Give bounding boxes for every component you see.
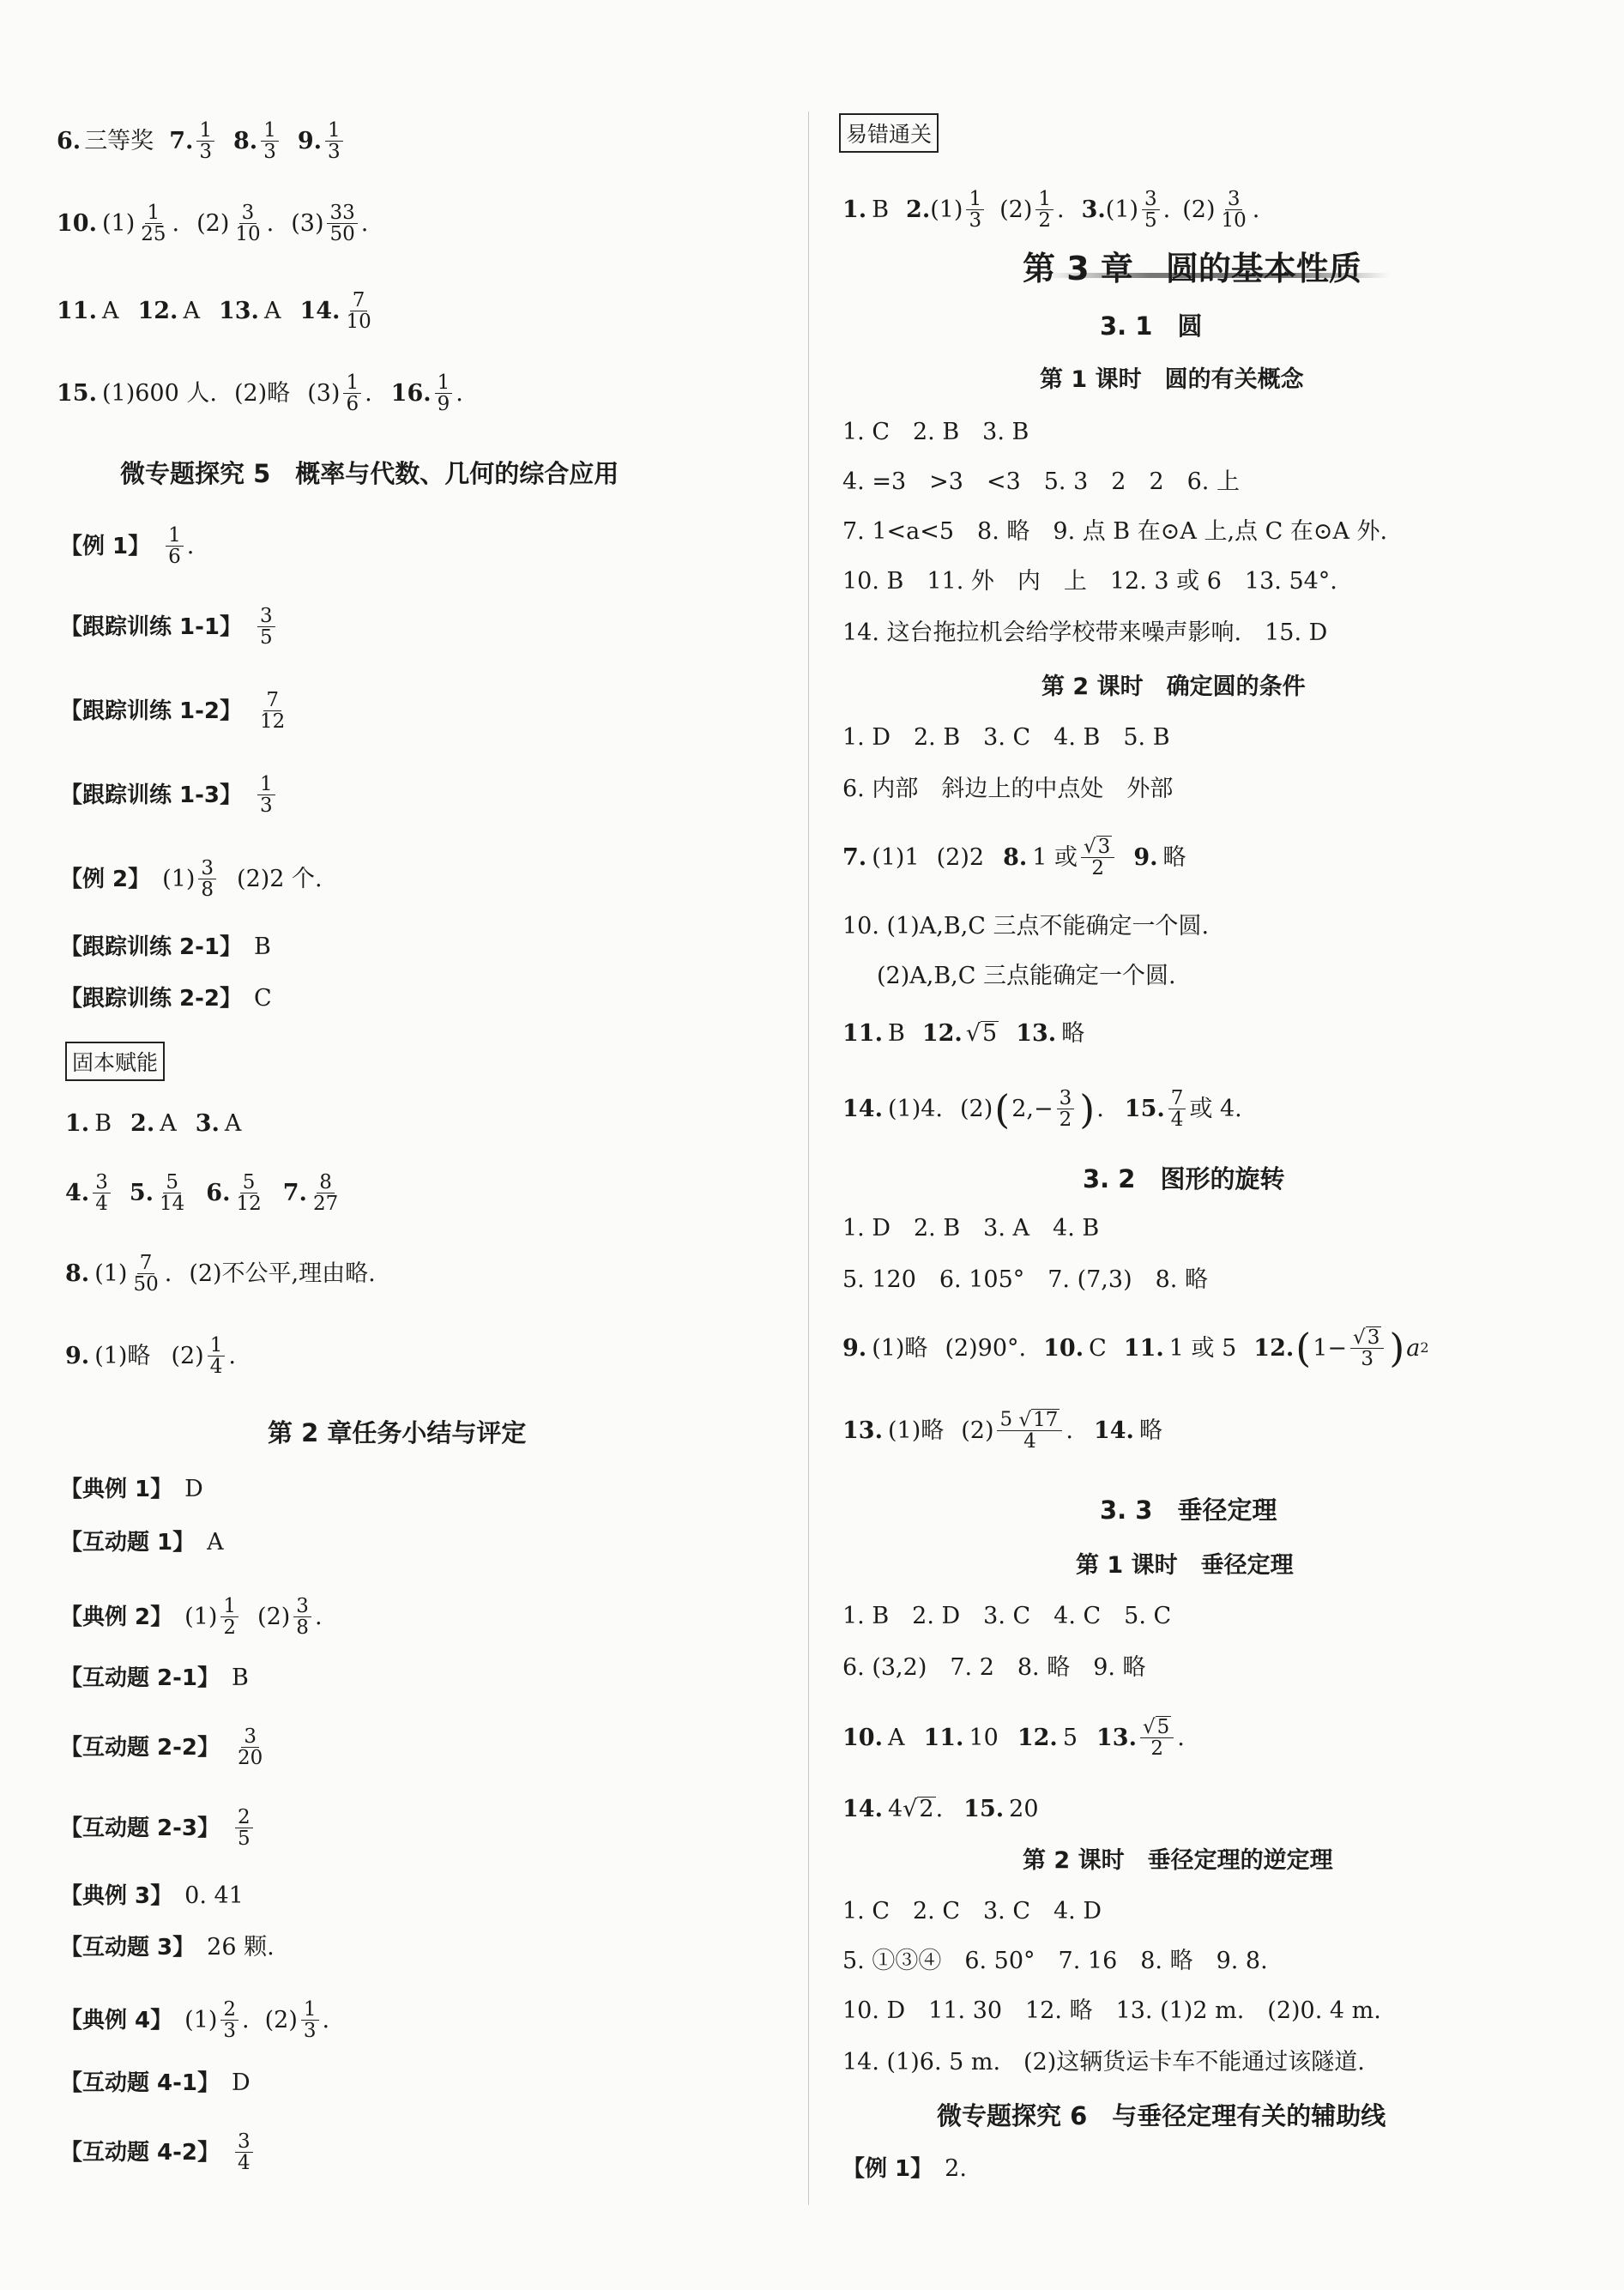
- answer-line: 1. C 2. C 3. C 4. D: [842, 1898, 1102, 1924]
- chapter-title: 第 3 章 圆的基本性质: [1023, 250, 1361, 287]
- answer-line: [842, 836, 1186, 879]
- q-number: 13.: [1016, 1019, 1057, 1047]
- exercise-label: 【跟踪训练 1-2】: [60, 698, 243, 724]
- part-label: (2): [196, 210, 230, 238]
- answer-line: 8. (1) $\frac{7}{50}$ . (2)不公平,理由略.: [65, 1252, 376, 1296]
- q-number: 2.: [906, 196, 931, 224]
- part-label: (2): [999, 196, 1033, 224]
- q-number: 14.: [842, 1096, 883, 1123]
- answer: 5: [1062, 1724, 1078, 1751]
- fraction: $\frac{3}{20}$: [238, 1725, 263, 1770]
- answer-line: [842, 2157, 967, 2180]
- fraction: $\frac{1}{2}$: [220, 1596, 238, 1638]
- answer: 0. 41: [184, 1882, 244, 1909]
- left-column: [0, 0, 811, 2290]
- q-number: 7.: [169, 128, 194, 155]
- example-label: 【典例 1】: [60, 1476, 173, 1502]
- fraction: $\frac{7}{10}$: [346, 289, 371, 334]
- answer-line: 10. (1)A,B,C 三点不能确定一个圆.: [842, 913, 1210, 940]
- answer: A: [207, 1529, 224, 1556]
- answer-line: (2)A,B,C 三点能确定一个圆.: [877, 963, 1176, 989]
- fraction: $\frac{7}{12}$: [260, 689, 286, 734]
- answer: A: [160, 1110, 177, 1137]
- answer-line: 14. (1)6. 5 m. (2)这辆货运卡车不能通过该隧道.: [842, 2049, 1365, 2076]
- q-number: 10.: [842, 1724, 883, 1751]
- answer: (1)600 人.: [101, 380, 217, 408]
- fraction: $\frac{1}{2}$: [1035, 189, 1053, 231]
- answer-line: [60, 1477, 203, 1501]
- answer-line: 10. (1) $\frac{1}{25}$ . (2) $\frac{3}{10}$ . (3) $\frac{33}{50}$ .: [57, 202, 369, 246]
- part-label: (1): [162, 866, 196, 893]
- answer-line: [60, 774, 279, 816]
- answer-line: 1. D 2. B 3. A 4. B: [842, 1215, 1100, 1242]
- answer-line: 6. 内部 斜边上的中点处 外部: [842, 776, 1174, 802]
- part-label: (1): [101, 210, 136, 238]
- q-number: 10.: [1043, 1334, 1084, 1362]
- answer: 或 4.: [1189, 1096, 1242, 1123]
- answer-line: 6. (3,2) 7. 2 8. 略 9. 略: [842, 1654, 1146, 1681]
- q-number: 7.: [282, 1180, 307, 1207]
- answer-line: [57, 120, 347, 162]
- fraction: 5 √ 17 4: [997, 1409, 1062, 1452]
- q-number: 8.: [65, 1260, 90, 1288]
- exercise-label: 【跟踪训练 1-3】: [60, 782, 243, 808]
- section-heading: 3. 2 图形的旋转: [1083, 1164, 1285, 1193]
- part-label: (1): [184, 2007, 218, 2034]
- column-divider: [808, 112, 809, 2205]
- right-column: [824, 0, 1624, 2290]
- section-heading: 3. 1 圆: [1100, 311, 1203, 341]
- exercise-label: 【跟踪训练 2-2】: [60, 985, 243, 1012]
- answer: C: [254, 985, 272, 1012]
- example-label: 【典例 2】: [60, 1604, 173, 1630]
- sqrt-answer: √ 2: [903, 1795, 934, 1822]
- fraction: $\frac{1}{3}$: [966, 189, 984, 231]
- q-number: 8.: [233, 128, 258, 155]
- fraction: $\frac{2}{5}$: [235, 1807, 253, 1849]
- example-label: 【例 1】: [60, 533, 151, 559]
- answer-line: [60, 1531, 224, 1554]
- q-number: 3.: [1081, 196, 1106, 224]
- q-number: 9.: [65, 1343, 90, 1370]
- q-number: 4.: [65, 1180, 90, 1207]
- section-heading: 3. 3 垂径定理: [1100, 1495, 1277, 1525]
- answer-line: [60, 935, 271, 958]
- fraction: √ 3 3: [1350, 1326, 1384, 1369]
- q-number: 14.: [299, 298, 341, 325]
- fraction: $\frac{3}{4}$: [235, 2131, 253, 2173]
- q-number: 9.: [1133, 843, 1158, 871]
- answer-line: [60, 2071, 251, 2094]
- q-number: 15.: [1124, 1096, 1165, 1123]
- coordinate-text: 2,−: [1011, 1096, 1053, 1123]
- exercise-label: 【互动题 4-2】: [60, 2139, 220, 2166]
- fraction: $\frac{5}{14}$: [160, 1171, 185, 1216]
- q-number: 11.: [923, 1724, 964, 1751]
- q-number: 14.: [1093, 1417, 1134, 1444]
- q-number: 12.: [1017, 1724, 1058, 1751]
- q-number: 11.: [842, 1019, 883, 1047]
- answer-line: [60, 987, 272, 1010]
- expression-text: 1−: [1313, 1334, 1348, 1362]
- answer-line: 1. B 2. (1) $\frac{1}{3}$ (2) $\frac{1}{2}$ . 3. (1) $\frac{3}{5}$ . (2) $\frac{3}{10}$ .: [842, 188, 1260, 233]
- fraction: $\frac{5}{12}$: [236, 1171, 262, 1216]
- fraction: $\frac{3}{8}$: [293, 1596, 311, 1638]
- q-number: 8.: [1003, 843, 1028, 871]
- q-number: 6.: [206, 1180, 231, 1207]
- answer-line: 【例 1】 $\frac{1}{6}$ .: [60, 524, 195, 569]
- answer: A: [224, 1110, 242, 1137]
- answer-line: 5. ①③④ 6. 50° 7. 16 8. 略 9. 8.: [842, 1948, 1268, 1974]
- fraction: √ 5 2: [1140, 1716, 1174, 1759]
- fraction: $\frac{1}{4}$: [208, 1335, 226, 1377]
- lesson-heading: 第 1 课时 垂径定理: [1076, 1552, 1294, 1579]
- answer: D: [232, 2069, 251, 2096]
- answer-line: 10. A 11. 10 12. 5 13. √ 5 2 .: [842, 1715, 1185, 1761]
- answer: A: [263, 298, 281, 325]
- exercise-label: 【跟踪训练 1-1】: [60, 613, 243, 640]
- fraction: $\frac{1}{3}$: [261, 120, 279, 162]
- answer: A: [183, 298, 200, 325]
- answer: 三等奖: [84, 128, 154, 155]
- answer: 10: [969, 1724, 999, 1751]
- variable: a: [1406, 1334, 1421, 1362]
- fraction: $\frac{3}{8}$: [198, 858, 216, 900]
- part-label: (2): [1182, 196, 1216, 224]
- answer: B: [94, 1110, 112, 1137]
- q-number: 10.: [57, 210, 97, 238]
- part-label: (2): [257, 1604, 291, 1631]
- fraction: $\frac{3}{10}$: [1221, 188, 1247, 233]
- answer-line: [57, 290, 377, 332]
- q-number: 3.: [195, 1110, 220, 1137]
- fraction: $\frac{3}{10}$: [235, 202, 261, 246]
- answer-line: 10. D 11. 30 12. 略 13. (1)2 m. (2)0. 4 m.: [842, 1997, 1381, 2024]
- part-label: (2): [171, 1343, 204, 1370]
- answer: 20: [1009, 1795, 1039, 1822]
- fraction: $\frac{1}{9}$: [435, 372, 453, 414]
- example-label: 【例 2】: [60, 866, 151, 892]
- answer: 1 或 5: [1168, 1334, 1237, 1362]
- answer-line: [65, 1112, 260, 1135]
- answer-line: [842, 1021, 1084, 1045]
- answer: (1)1: [872, 843, 920, 871]
- q-number: 2.: [130, 1110, 155, 1137]
- exercise-label: 【互动题 2-1】: [60, 1665, 220, 1691]
- section-box-label: 易错通关: [839, 113, 939, 153]
- answer: B: [887, 1019, 905, 1047]
- answer: 4: [887, 1795, 903, 1822]
- answer: B: [254, 934, 271, 960]
- part-label: (1): [94, 1260, 128, 1288]
- answer-line: 14. (1)4. (2) ( 2,− $\frac{3}{2}$ ) . 15. $\frac{7}{4}$ 或 4.: [842, 1085, 1242, 1133]
- fraction: $\frac{33}{50}$: [327, 202, 357, 245]
- sqrt-answer: √ 5: [965, 1019, 998, 1047]
- answer: (2)略: [233, 380, 291, 408]
- answer-line: 10. B 11. 外 内 上 12. 3 或 6 13. 54°.: [842, 568, 1337, 595]
- q-number: 6.: [57, 128, 82, 155]
- example-label: 【典例 4】: [60, 2007, 173, 2033]
- q-number: 13.: [842, 1417, 883, 1444]
- fraction: $\frac{8}{27}$: [312, 1171, 339, 1216]
- fraction: $\frac{3}{5}$: [1142, 189, 1160, 231]
- answer: A: [887, 1724, 905, 1751]
- fraction: $\frac{1}{3}$: [301, 1999, 319, 2041]
- answer-line: 13. (1)略 (2) 5 √ 17 4 . 14. 略: [842, 1408, 1162, 1453]
- part-label: (2): [961, 1417, 994, 1444]
- answer: (2)90°.: [945, 1334, 1027, 1362]
- fraction: √ 3 2: [1081, 836, 1114, 879]
- section-heading: 微专题探究 6 与垂径定理有关的辅助线: [937, 2101, 1386, 2130]
- q-number: 1.: [842, 196, 867, 224]
- answer-line: 1. B 2. D 3. C 4. C 5. C: [842, 1603, 1172, 1629]
- fraction: $\frac{1}{25}$: [141, 202, 166, 246]
- answer-line: 1. C 2. B 3. B: [842, 419, 1029, 445]
- q-number: 5.: [129, 1180, 154, 1207]
- answer-line: 【典例 4】 (1) $\frac{2}{3}$ . (2) $\frac{1}{3}$ .: [60, 1998, 330, 2043]
- q-number: 11.: [57, 298, 97, 325]
- answer-line: 14. 4 √ 2 . 15. 20: [842, 1795, 1039, 1822]
- answer: (2)2: [936, 843, 985, 871]
- section-heading: 第 2 章任务小结与评定: [268, 1418, 527, 1447]
- q-number: 15.: [963, 1795, 1005, 1822]
- answer: 略: [1061, 1019, 1085, 1047]
- q-number: 9.: [842, 1334, 867, 1362]
- q-number: 13.: [218, 298, 259, 325]
- answer-line: 5. 120 6. 105° 7. (7,3) 8. 略: [842, 1266, 1208, 1293]
- answer-line: 1. D 2. B 3. C 4. B 5. B: [842, 724, 1170, 751]
- part-label: (1): [1105, 196, 1139, 224]
- q-number: 9.: [297, 128, 323, 155]
- fraction: $\frac{7}{4}$: [1168, 1088, 1186, 1130]
- answer: C: [1089, 1334, 1107, 1362]
- answer-line: 14. 这台拖拉机会给学校带来噪声影响. 15. D: [842, 619, 1328, 646]
- answer: (1)略: [872, 1334, 928, 1362]
- answer-line: 9. (1)略 (2) $\frac{1}{4}$ .: [65, 1334, 236, 1379]
- section-box-label: 固本赋能: [65, 1042, 165, 1081]
- answer-line: 4. =3 >3 <3 5. 3 2 2 6. 上: [842, 468, 1240, 495]
- answer-line: [60, 606, 279, 648]
- fraction: $\frac{3}{2}$: [1057, 1088, 1075, 1130]
- exercise-label: 【互动题 1】: [60, 1529, 196, 1556]
- answer-line: 9. (1)略 (2)90°. 10. C 11. 1 或 5 12. ( 1− √ 3 3 ) a 2: [842, 1325, 1429, 1372]
- answer-line: 15. (1)600 人. (2)略 (3) $\frac{1}{6}$ . 16. $\frac{1}{9}$ .: [57, 372, 463, 416]
- answer: (2)2 个.: [237, 866, 323, 893]
- q-number: 14.: [842, 1795, 883, 1822]
- section-heading: 微专题探究 5 概率与代数、几何的综合应用: [120, 459, 619, 488]
- fraction: $\frac{1}{6}$: [343, 372, 361, 414]
- answer-line: 【典例 2】 (1) $\frac{1}{2}$ (2) $\frac{3}{8}$ .: [60, 1595, 323, 1640]
- exercise-label: 【互动题 2-3】: [60, 1815, 220, 1841]
- answer-line: [60, 1807, 257, 1849]
- answer: (1)4.: [887, 1096, 943, 1123]
- fraction: $\frac{1}{3}$: [196, 120, 214, 162]
- lesson-heading: 第 2 课时 确定圆的条件: [1041, 674, 1306, 700]
- answer-line: 7. 1<a<5 8. 略 9. 点 B 在⊙A 上,点 C 在⊙A 外.: [842, 518, 1388, 545]
- lesson-heading: 第 1 课时 圆的有关概念: [1040, 366, 1304, 393]
- exercise-label: 【互动题 3】: [60, 1934, 196, 1961]
- exercise-label: 【互动题 2-2】: [60, 1734, 220, 1761]
- answer: (1)略: [94, 1343, 151, 1370]
- exponent: 2: [1420, 1339, 1429, 1356]
- exercise-label: 【互动题 4-1】: [60, 2069, 220, 2096]
- fraction: $\frac{1}{3}$: [325, 120, 343, 162]
- exercise-label: 【跟踪训练 2-1】: [60, 934, 243, 960]
- q-number: 12.: [137, 298, 178, 325]
- part-label: (3): [307, 380, 341, 408]
- q-number: 15.: [57, 380, 97, 408]
- lesson-heading: 第 2 课时 垂径定理的逆定理: [1023, 1847, 1333, 1874]
- answer-line: [60, 690, 291, 732]
- answer: (1)略: [887, 1417, 945, 1444]
- part-label: (2): [264, 2007, 298, 2034]
- part-label: (2): [960, 1096, 993, 1123]
- q-number: 1.: [65, 1110, 90, 1137]
- example-label: 【典例 3】: [60, 1882, 173, 1909]
- example-label: 【例 1】: [842, 2155, 933, 2182]
- answer: 26 颗.: [207, 1934, 275, 1961]
- part-label: (1): [930, 196, 963, 224]
- answer-line: [60, 1884, 244, 1907]
- answer-line: [60, 858, 323, 900]
- q-number: 13.: [1096, 1724, 1137, 1751]
- answer-line: [60, 1936, 275, 1959]
- fraction: $\frac{3}{4}$: [93, 1172, 111, 1214]
- answer-line: [60, 1666, 249, 1689]
- answer: B: [872, 196, 890, 224]
- answer: A: [101, 298, 119, 325]
- answer: (2)不公平,理由略.: [189, 1260, 376, 1288]
- part-label: (1): [184, 1604, 218, 1631]
- answer: 略: [1138, 1417, 1162, 1444]
- answer-line: [60, 2131, 257, 2173]
- fraction: $\frac{3}{5}$: [257, 606, 275, 648]
- answer-line: [60, 1726, 269, 1768]
- q-number: 12.: [1253, 1334, 1295, 1362]
- answer: 略: [1162, 843, 1186, 871]
- fraction: $\frac{1}{3}$: [257, 774, 275, 816]
- part-label: (3): [291, 210, 324, 238]
- q-number: 12.: [921, 1019, 963, 1047]
- q-number: 7.: [842, 843, 867, 871]
- answer: 1 或: [1032, 843, 1078, 871]
- answer: B: [232, 1665, 249, 1691]
- q-number: 16.: [390, 380, 432, 408]
- q-number: 11.: [1123, 1334, 1164, 1362]
- fraction: $\frac{2}{3}$: [220, 1999, 238, 2041]
- fraction: $\frac{1}{6}$: [166, 525, 184, 567]
- answer-line: [65, 1172, 344, 1214]
- fraction: $\frac{7}{50}$: [133, 1252, 159, 1296]
- answer: 2.: [945, 2155, 967, 2182]
- answer: D: [184, 1476, 203, 1502]
